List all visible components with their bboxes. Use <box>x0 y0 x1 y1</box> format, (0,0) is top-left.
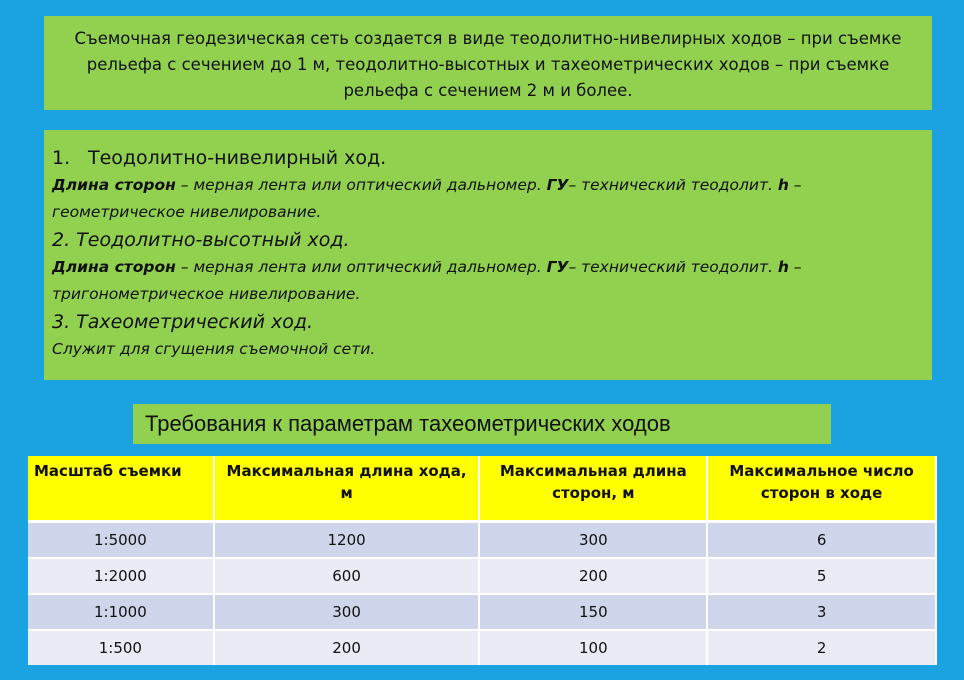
cell-scale: 1:1000 <box>28 594 214 630</box>
method-2-gu-label: ГУ <box>546 258 569 276</box>
cell-sides-count: 3 <box>707 594 936 630</box>
cell-route-length: 600 <box>214 558 480 594</box>
cell-scale: 1:2000 <box>28 558 214 594</box>
method-2-title: 2. Теодолитно-высотный ход. <box>52 229 350 251</box>
method-1-description <box>52 172 924 226</box>
table-row <box>28 522 936 559</box>
method-1-gu-text: – технический теодолит. <box>568 176 778 194</box>
cell-side-length: 100 <box>479 630 707 665</box>
cell-route-length: 300 <box>214 594 480 630</box>
cell-sides-count: 6 <box>707 522 936 559</box>
table-caption: Требования к параметрам тахеометрических ходов <box>133 404 831 444</box>
method-1-title: Теодолитно-нивелирный ход. <box>88 147 387 169</box>
table-header-row <box>28 456 936 522</box>
header-max-route-length: Максимальная длина хода, м <box>214 456 480 522</box>
table-row <box>28 558 936 594</box>
method-1-number: 1. <box>52 147 71 169</box>
intro-text: Съемочная геодезическая сеть создается в виде теодолитно-нивелирных ходов – при съемке рельефа с сечением до 1 м, теодолитно-высотных и тахеометрических ходов – при съемке рельефа с сечением 2 м и более. <box>74 29 902 100</box>
method-2-length-label: Длина сторон <box>52 258 176 276</box>
cell-route-length: 200 <box>214 630 480 665</box>
header-scale: Масштаб съемки <box>28 456 214 522</box>
header-max-side-length: Максимальная длина сторон, м <box>479 456 707 522</box>
method-3-description: Служит для сгущения съемочной сети. <box>52 340 376 358</box>
cell-scale: 1:500 <box>28 630 214 665</box>
cell-side-length: 300 <box>479 522 707 559</box>
header-max-sides-count: Максимальное число сторон в ходе <box>707 456 936 522</box>
method-2-h-label: h <box>777 258 789 276</box>
table-row <box>28 630 936 665</box>
methods-box <box>44 130 932 380</box>
intro-box <box>44 16 932 110</box>
requirements-table <box>28 456 937 665</box>
cell-sides-count: 5 <box>707 558 936 594</box>
method-1-heading <box>52 144 924 172</box>
method-1-length-text: – мерная лента или оптический дальномер. <box>175 176 547 194</box>
cell-sides-count: 2 <box>707 630 936 665</box>
cell-side-length: 150 <box>479 594 707 630</box>
cell-scale: 1:5000 <box>28 522 214 559</box>
method-2-gu-text: – технический теодолит. <box>568 258 778 276</box>
cell-side-length: 200 <box>479 558 707 594</box>
cell-route-length: 1200 <box>214 522 480 559</box>
method-2-description <box>52 254 924 308</box>
method-1-gu-label: ГУ <box>546 176 569 194</box>
table-row <box>28 594 936 630</box>
method-1-h-label: h <box>777 176 789 194</box>
method-3-title: 3. Тахеометрический ход. <box>52 311 314 333</box>
method-1-h-text: – геометрическое нивелирование. <box>52 176 802 221</box>
method-2-length-text: – мерная лента или оптический дальномер. <box>175 258 547 276</box>
method-1-length-label: Длина сторон <box>52 176 176 194</box>
method-2-h-text: – тригонометрическое нивелирование. <box>52 258 802 303</box>
